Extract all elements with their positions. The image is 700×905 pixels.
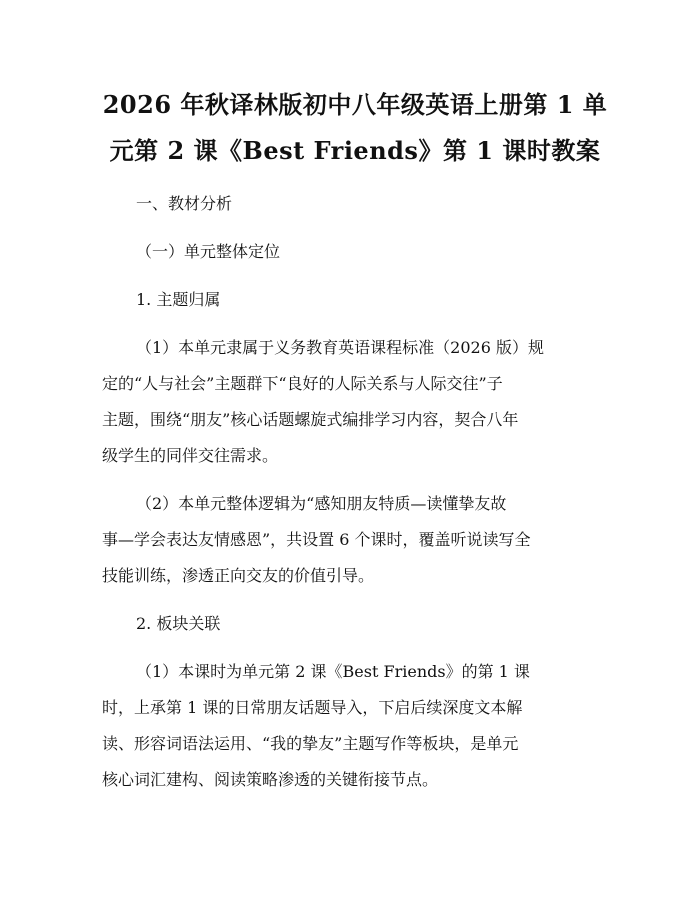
paragraph-line: 定的“人与社会”主题群下“良好的人际关系与人际交往”子 [102, 374, 503, 393]
document-title [95, 82, 615, 174]
subsection-heading-theme-belonging: 1. 主题归属 [136, 290, 221, 309]
paragraph-line: 级学生的同伴交往需求。 [102, 446, 279, 465]
subsection-heading-section-link: 2. 板块关联 [136, 614, 221, 633]
title-line-2: 元第 2 课《Best Friends》第 1 课时教案 [109, 136, 601, 165]
paragraph-theme-1 [102, 330, 600, 474]
paragraph-line: 核心词汇建构、阅读策略渗透的关键衔接节点。 [102, 770, 439, 789]
paragraph-theme-2 [102, 486, 600, 594]
paragraph-line: 读、形容词语法运用、“我的挚友”主题写作等板块，是单元 [102, 734, 519, 753]
title-line-1: 2026 年秋译林版初中八年级英语上册第 1 单 [102, 90, 608, 119]
section-heading-teaching-material-analysis: 一、教材分析 [136, 194, 233, 213]
paragraph-line: 主题，围绕“朋友”核心话题螺旋式编排学习内容，契合八年 [102, 410, 519, 429]
paragraph-line: 技能训练，渗透正向交友的价值引导。 [102, 566, 375, 585]
paragraph-line: 时，上承第 1 课的日常朋友话题导入，下启后续深度文本解 [102, 698, 523, 717]
paragraph-line: （1）本课时为单元第 2 课《Best Friends》的第 1 课 [136, 662, 530, 681]
paragraph-line: 事—学会表达友情感恩”，共设置 6 个课时，覆盖听说读写全 [102, 530, 531, 549]
document-body [102, 186, 600, 810]
subsection-heading-unit-positioning: （一）单元整体定位 [136, 242, 281, 261]
paragraph-section-link-1 [102, 654, 600, 798]
paragraph-line: （1）本单元隶属于义务教育英语课程标准（2026 版）规 [136, 338, 544, 357]
paragraph-line: （2）本单元整体逻辑为“感知朋友特质—读懂挚友故 [136, 494, 507, 513]
